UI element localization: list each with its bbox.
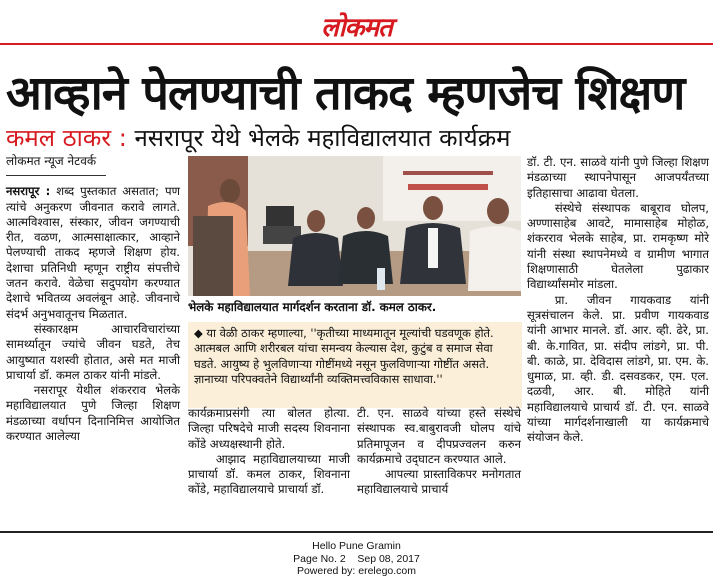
lokmat-logo: लोकमत <box>321 13 392 43</box>
diamond-bullet-icon: ◆ <box>194 326 203 340</box>
article-bottom-rule <box>0 531 713 533</box>
subheadline <box>6 122 510 154</box>
subhead-speaker: कमल ठाकर : <box>6 124 127 152</box>
paragraph: आझाद महाविद्यालयाच्या माजी प्राचार्या डॉ. कमल ठाकर, शिवनाना कोंडे, महाविद्यालयाचे प्राचार्या डॉ. <box>188 451 350 497</box>
page-date-line <box>0 553 713 566</box>
article-left-column <box>6 154 180 444</box>
powered-by: Powered by: erelego.com <box>296 565 417 577</box>
dateline: नसरापूर : <box>6 184 51 199</box>
paragraph: प्रा. जीवन गायकवाड यांनी सूत्रसंचालन केले. प्रा. प्रवीण गायकवाड यांनी आभार मानले. डॉ. आर. व्ही. ढेरे, प्रा. बी. के.गावित, प्रा. संदीप लांडगे, प्रा. पी. बी. काळे, प्रा. देविदास लांडगे, प्रा. एम. के. धुमाळ, प्रा. व्ही. डी. दसवडकर, एम. एल. दळवी, आर. बी. मोहिते यांनी महाविद्यालयाचे प्राचार्य डॉ. टी. एन. साळवे यांच्या मार्गदर्शनाखाली या कार्यक्रमाचे संयोजन केले. <box>527 292 709 445</box>
paragraph: संस्थेचे संस्थापक बाबूराव घोलप, अण्णासाहेब आवटे, मामासाहेब मोहोळ, शंकरराव भेलके साहेब, प्रा. रामकृष्ण मोरे यांनी संस्था स्थापनेमध्ये व ग्रामीण भागात शिक्षणासाठी घेतलेला पुढाकार विद्यार्थ्यांसमोर मांडला. <box>527 200 709 292</box>
paragraph: टी. एन. साळवे यांच्या हस्ते संस्थेचे संस्थापक स्व.बाबुरावजी घोलप यांचे प्रतिमापूजन व दीपप्रज्वलन करुन कार्यक्रमाचे उद्‌घाटन करण्यात आले. <box>357 406 521 466</box>
headline: आव्हाने पेलण्याची ताकद म्हणजेच शिक्षण <box>6 66 685 121</box>
article-right-column <box>527 155 709 446</box>
edition-name: Hello Pune Gramin <box>312 540 401 552</box>
paragraph: संस्कारक्षम आचारविचारांच्या सामर्थ्यातून ज्यांचे जीवन घडते, तेच आयुष्यात यशस्वी होतात, असे मत माजी प्राचार्या डॉ. कमल ठाकर यांनी मांडले. <box>6 321 180 382</box>
event-photo <box>188 156 521 296</box>
paragraph: शब्द पुस्तकात असतात; पण त्यांचे अनुकरण जीवनात करावे लागते. आत्मविश्वास, संस्कार, जीवन जगण्याची रीत, वळण, आत्मसाक्षात्कार, आव्हाने पेलण्याची ताकद म्हणजे शिक्षण होय. देशाचा प्रतिनिधी म्हणून राष्ट्रीय संपत्तीचे जतन करावे. वेळेचा सदुपयोग करण्यात देशाचे भवितव्य अवलंबून आहे. जीवनाचे संदर्भ अनुभवातूनच मिळतात. <box>6 184 180 321</box>
article-middle-column-1 <box>188 406 350 498</box>
byline: लोकमत न्यूज नेटवर्क <box>6 154 106 176</box>
quote-text: या वेळी ठाकर म्हणाल्या, ''कृतीच्या माध्यमातून मूल्यांची घडवणूक होते. आत्मबल आणि शरीरबल यांचा समन्वय केल्यास देश, कुटुंब व समाज सेवा घडते. आयुष्य हे भुलविणाऱ्या गोष्टींमध्ये नसून फुलविणाऱ्या गोष्टींत असते. ज्ञानाच्या परिपक्वतेने विद्यार्थ्यांनी व्यक्तिमत्त्वविकास साधावा.'' <box>194 326 494 387</box>
event-photo-illustration <box>188 156 521 296</box>
subhead-text: नसरापूर येथे भेलके महाविद्यालयात कार्यक्रम <box>134 124 511 152</box>
paragraph: डॉ. टी. एन. साळवे यांनी पुणे जिल्हा शिक्षण मंडळाच्या स्थापनेपासून आजपर्यंतच्या इतिहासाचा आढावा घेतला. <box>527 155 709 200</box>
paragraph: कार्यक्रमाप्रसंगी त्या बोलत होत्या. जिल्हा परिषदेचे माजी सदस्य शिवनाना कोंडे अध्यक्षस्थानी होते. <box>188 406 350 451</box>
publish-date: Sep 08, 2017 <box>357 552 420 565</box>
quote-box <box>188 322 522 408</box>
paragraph: नसरापूर येथील शंकरराव भेलके महाविद्यालयात पुणे जिल्हा शिक्षण मंडळाच्या वर्धापन दिनानिमित्त आयोजित करण्यात आलेल्या <box>6 383 180 444</box>
photo-caption: भेलके महाविद्यालयात मार्गदर्शन करताना डॉ. कमल ठाकर. <box>188 300 437 314</box>
clipping-footer <box>0 540 713 578</box>
article-middle-column-2 <box>357 406 521 498</box>
page-number: Page No. 2 <box>293 552 346 565</box>
masthead-divider <box>0 43 713 45</box>
paragraph: आपल्या प्रास्ताविकपर मनोगतात महाविद्यालयाचे प्राचार्य <box>357 467 521 497</box>
